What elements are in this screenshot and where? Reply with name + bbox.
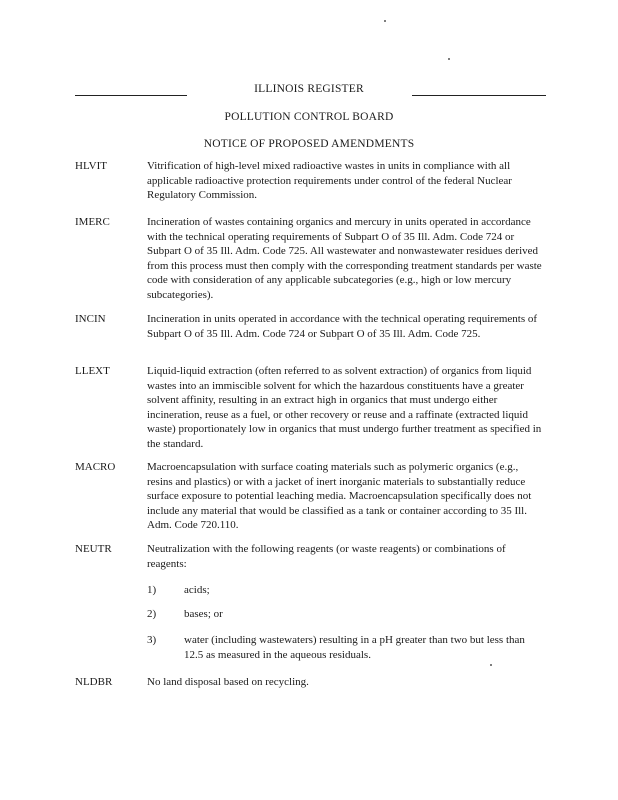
entry-description: Macroencapsulation with surface coating materials such as polymeric organics (e.g., resins and plastics) or with a jacket of inert inorganic materials to substantially reduce surface exposure to potential leaching media. Macroencapsulation specifically does not include any material that would be classified as a tank or container according to 35 Ill. Adm. Code 720.110. xyxy=(147,461,532,532)
entry-code: IMERC xyxy=(75,216,110,228)
entry-code: NLDBR xyxy=(75,676,113,688)
entry-description: Incineration in units operated in accordance with the technical operating requirements of Subpart O of 35 Ill. Adm. Code 724 or Subpart O of 35 Ill. Adm. Code 725. xyxy=(147,313,538,340)
item-number: 2) xyxy=(147,608,157,620)
entry-description: Incineration of wastes containing organics and mercury in units operated in accordance with the technical operating requirements of Subpart O of 35 Ill. Adm. Code 724 or Subpart O of 35 Ill. Adm. Code 725. All wastewater and nonwastewater residues derived from this process must then comply with the corresponding treatment standards per waste code with consideration of any applicable subcategories (e.g., high or low mercury subcategories). xyxy=(147,216,542,301)
entry-code: LLEXT xyxy=(75,365,110,377)
scan-speck xyxy=(448,58,450,60)
entry-description: Vitrification of high-level mixed radioactive wastes in units in compliance with all applicable radioactive protection requirements under control of the federal Nuclear Regulatory Commission. xyxy=(147,160,512,202)
item-number: 1) xyxy=(147,584,157,596)
item-text: water (including wastewaters) resulting in a pH greater than two but less than 12.5 as measured in the aqueous residuals. xyxy=(184,634,525,661)
entry-code: HLVIT xyxy=(75,160,107,172)
header-rule-right xyxy=(412,95,546,96)
board-title: POLLUTION CONTROL BOARD xyxy=(224,111,394,123)
entry-description: Liquid-liquid extraction (often referred to as solvent extraction) of organics from liquid wastes into an immiscible solvent for which the hazardous constituents have a greater solvent affinity, resulting in an extract high in organics that must undergo either incineration, reuse as a fuel, or other recovery or reuse and a raffinate (extracted liquid waste) proportionately low in organics that must undergo further treatment as specified in the standard. xyxy=(147,365,542,450)
item-text: bases; or xyxy=(184,608,223,620)
register-title: ILLINOIS REGISTER xyxy=(254,83,364,95)
item-text: acids; xyxy=(184,584,210,596)
scan-speck xyxy=(384,20,386,22)
scan-speck xyxy=(490,664,492,666)
notice-title: NOTICE OF PROPOSED AMENDMENTS xyxy=(203,138,415,150)
entry-code: MACRO xyxy=(75,461,116,473)
entry-code: NEUTR xyxy=(75,543,112,555)
item-number: 3) xyxy=(147,634,157,646)
entry-code: INCIN xyxy=(75,313,106,325)
entry-description: Neutralization with the following reagents (or waste reagents) or combinations of reagents: xyxy=(147,543,506,570)
entry-description: No land disposal based on recycling. xyxy=(147,676,309,688)
header-rule-left xyxy=(75,95,187,96)
